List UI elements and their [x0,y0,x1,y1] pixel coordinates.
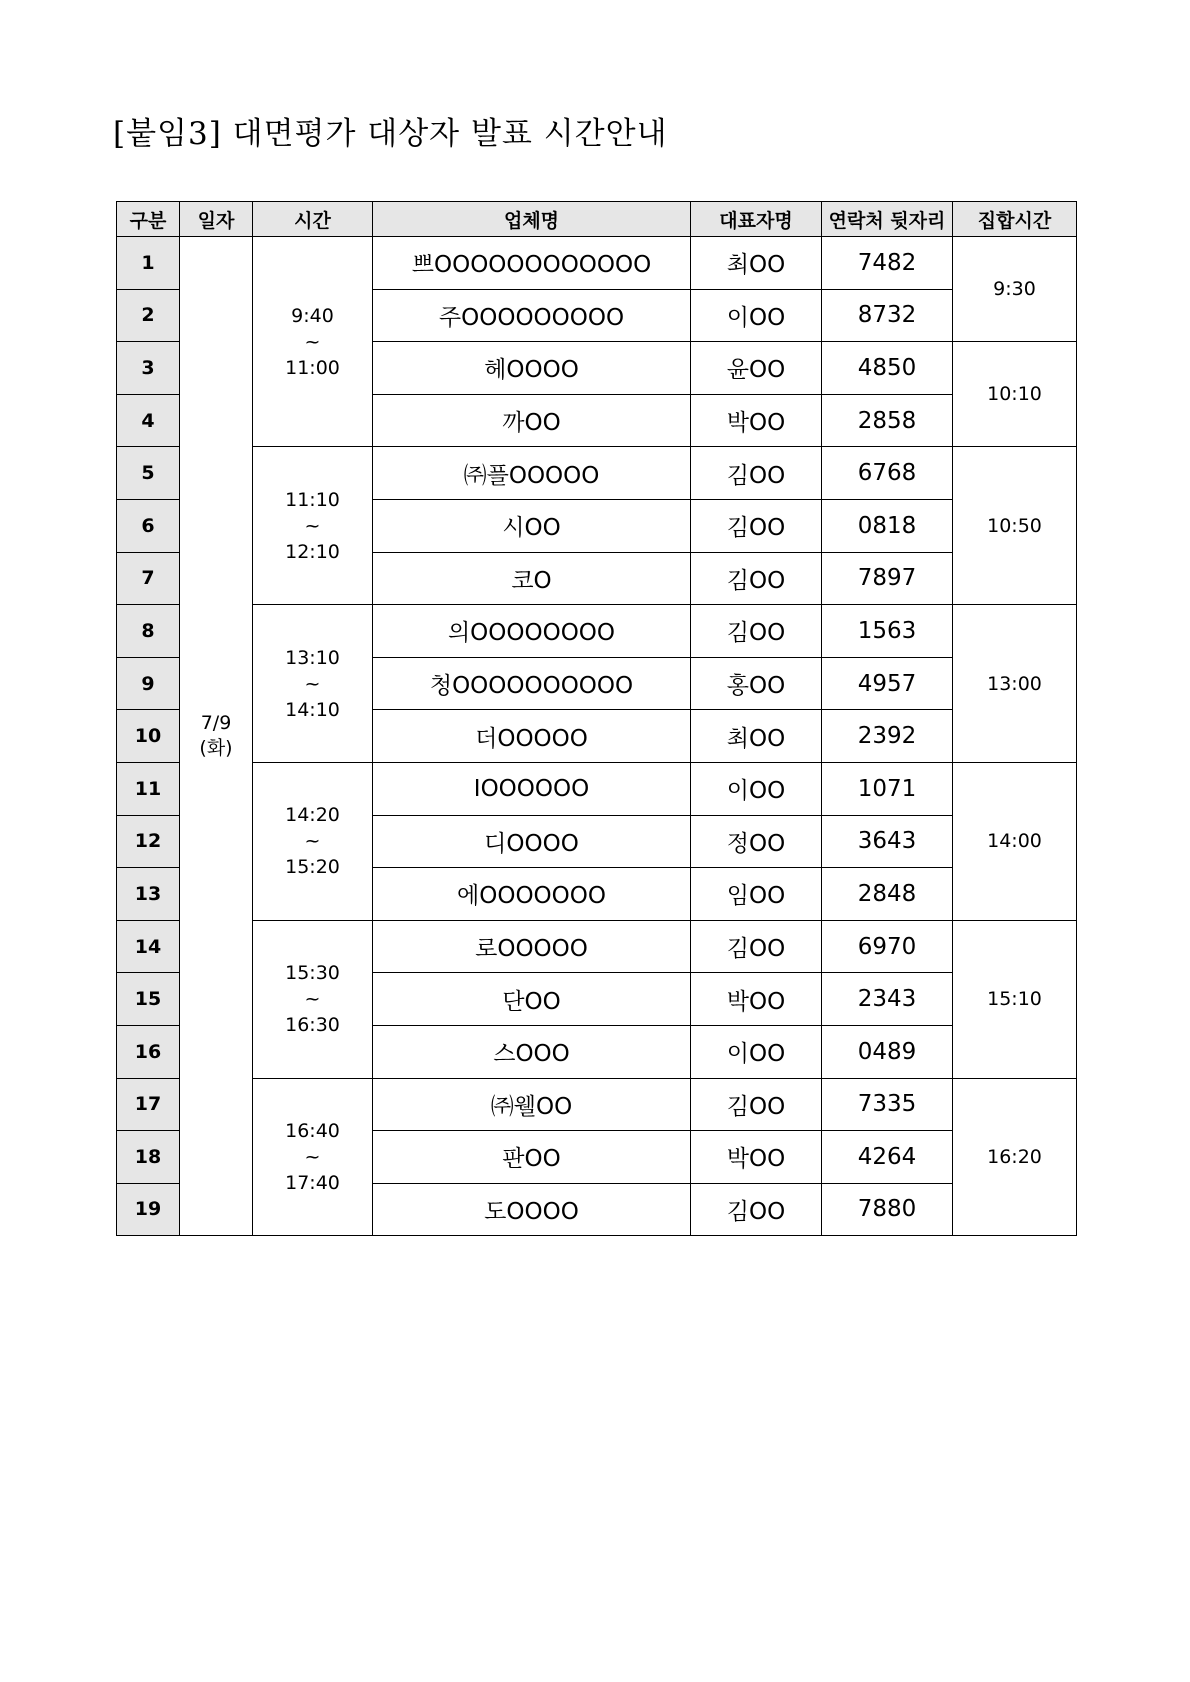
time-separator: ~ [304,514,321,537]
time-slot-cell [253,762,373,920]
date-weekday: (화) [199,737,233,760]
representative-name: 박OO [691,1131,822,1184]
row-number: 6 [117,499,180,552]
gather-time: 14:00 [953,762,1077,920]
company-name: 단OO [373,973,691,1026]
time-end: 16:30 [285,1014,340,1037]
representative-name: 이OO [691,1025,822,1078]
phone-last-digits: 1563 [822,605,953,658]
date-day: 7/9 [200,712,232,735]
phone-last-digits: 2392 [822,710,953,763]
company-name: 주OOOOOOOOO [373,289,691,342]
table-row [117,762,1077,815]
representative-name: 홍OO [691,657,822,710]
company-name: 코O [373,552,691,605]
row-number: 11 [117,762,180,815]
time-end: 15:20 [285,856,340,879]
document-title: [붙임3] 대면평가 대상자 발표 시간안내 [113,116,668,152]
representative-name: 윤OO [691,342,822,395]
representative-name: 최OO [691,710,822,763]
company-name: 로OOOOO [373,920,691,973]
phone-last-digits: 4850 [822,342,953,395]
company-name: 스OOO [373,1025,691,1078]
table-row [117,920,1077,973]
phone-last-digits: 7880 [822,1183,953,1236]
phone-last-digits: 0489 [822,1025,953,1078]
gather-time: 16:20 [953,1078,1077,1236]
header-no: 구분 [117,202,180,237]
header-phone-last-digits: 연락처 뒷자리 [822,202,953,237]
row-number: 5 [117,447,180,500]
time-separator: ~ [304,988,321,1011]
representative-name: 정OO [691,815,822,868]
row-number: 2 [117,289,180,342]
time-slot-cell [253,605,373,763]
gather-time: 13:00 [953,605,1077,763]
row-number: 13 [117,868,180,921]
phone-last-digits: 6970 [822,920,953,973]
row-number: 15 [117,973,180,1026]
row-number: 3 [117,342,180,395]
company-name: 헤OOOO [373,342,691,395]
time-start: 14:20 [285,804,340,827]
representative-name: 김OO [691,447,822,500]
time-slot-cell [253,237,373,447]
phone-last-digits: 2343 [822,973,953,1026]
row-number: 9 [117,657,180,710]
row-number: 17 [117,1078,180,1131]
company-name: ㈜웰OO [373,1078,691,1131]
phone-last-digits: 3643 [822,815,953,868]
representative-name: 박OO [691,973,822,1026]
row-number: 7 [117,552,180,605]
time-separator: ~ [304,830,321,853]
company-name: 판OO [373,1131,691,1184]
phone-last-digits: 7335 [822,1078,953,1131]
header-time: 시간 [253,202,373,237]
gather-time: 10:50 [953,447,1077,605]
time-end: 17:40 [285,1171,340,1194]
time-start: 9:40 [291,304,334,327]
time-separator: ~ [304,1145,321,1168]
time-slot-cell [253,920,373,1078]
time-separator: ~ [304,672,321,695]
time-slot-cell [253,447,373,605]
company-name: 에OOOOOOO [373,868,691,921]
phone-last-digits: 0818 [822,499,953,552]
time-end: 14:10 [285,698,340,721]
representative-name: 김OO [691,552,822,605]
company-name: 청OOOOOOOOOO [373,657,691,710]
representative-name: 박OO [691,394,822,447]
presentation-schedule-table [116,201,1077,1236]
representative-name: 김OO [691,1183,822,1236]
company-name: IOOOOOO [373,762,691,815]
row-number: 1 [117,237,180,290]
company-name: 더OOOOO [373,710,691,763]
row-number: 12 [117,815,180,868]
phone-last-digits: 4957 [822,657,953,710]
phone-last-digits: 6768 [822,447,953,500]
row-number: 10 [117,710,180,763]
header-date: 일자 [180,202,253,237]
time-start: 16:40 [285,1119,340,1142]
phone-last-digits: 7897 [822,552,953,605]
table-row [117,605,1077,658]
header-row [117,202,1077,237]
time-end: 11:00 [285,356,340,379]
phone-last-digits: 8732 [822,289,953,342]
row-number: 4 [117,394,180,447]
table-row [117,1078,1077,1131]
representative-name: 최OO [691,237,822,290]
row-number: 18 [117,1131,180,1184]
company-name: 시OO [373,499,691,552]
representative-name: 이OO [691,762,822,815]
phone-last-digits: 4264 [822,1131,953,1184]
company-name: 까OO [373,394,691,447]
phone-last-digits: 2858 [822,394,953,447]
time-separator: ~ [304,330,321,353]
representative-name: 임OO [691,868,822,921]
header-company: 업체명 [373,202,691,237]
time-start: 15:30 [285,962,340,985]
company-name: 디OOOO [373,815,691,868]
representative-name: 이OO [691,289,822,342]
company-name: 의OOOOOOOO [373,605,691,658]
table-row [117,447,1077,500]
header-gather-time: 집합시간 [953,202,1077,237]
row-number: 14 [117,920,180,973]
phone-last-digits: 2848 [822,868,953,921]
row-number: 19 [117,1183,180,1236]
phone-last-digits: 7482 [822,237,953,290]
date-cell [180,237,253,1236]
time-start: 11:10 [285,488,340,511]
representative-name: 김OO [691,920,822,973]
gather-time: 9:30 [953,237,1077,342]
representative-name: 김OO [691,499,822,552]
time-slot-cell [253,1078,373,1236]
table-row [117,237,1077,290]
company-name: 쁘OOOOOOOOOOOO [373,237,691,290]
phone-last-digits: 1071 [822,762,953,815]
gather-time: 15:10 [953,920,1077,1078]
row-number: 16 [117,1025,180,1078]
representative-name: 김OO [691,1078,822,1131]
gather-time: 10:10 [953,342,1077,447]
company-name: 도OOOO [373,1183,691,1236]
representative-name: 김OO [691,605,822,658]
time-end: 12:10 [285,540,340,563]
row-number: 8 [117,605,180,658]
header-representative: 대표자명 [691,202,822,237]
company-name: ㈜플OOOOO [373,447,691,500]
time-start: 13:10 [285,646,340,669]
